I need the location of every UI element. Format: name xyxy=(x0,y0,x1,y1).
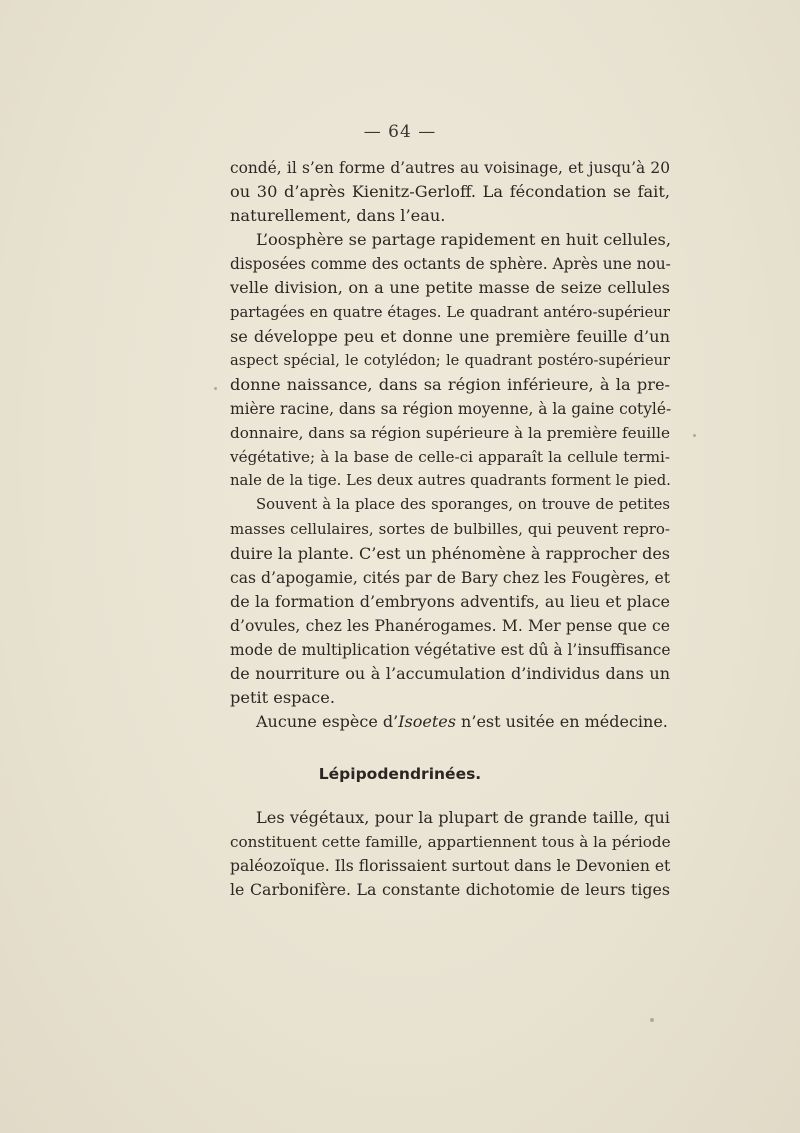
text-line: se développe peu et donne une première feuille d’un xyxy=(230,326,670,346)
text-line: disposées comme des octants de sphère. Après une nou- xyxy=(230,255,671,274)
text-line: paléozoïque. Ils florissaient surtout dans le Devonien et xyxy=(230,857,671,876)
text-line: velle division, on a une petite masse de seize cellules xyxy=(230,278,670,298)
text-line: cas d’apogamie, cités par de Bary chez les Fougères, et xyxy=(230,568,670,587)
paper-speck xyxy=(214,387,217,390)
text-line: de nourriture ou à l’accumulation d’individus dans un xyxy=(230,663,670,683)
text-line: donnaire, dans sa région supérieure à la première feuille xyxy=(230,424,670,443)
text-line: partagées en quatre étages. Le quadrant antéro-supérieur xyxy=(230,303,670,321)
text-line: le Carbonifère. La constante dichotomie de leurs tiges xyxy=(230,880,670,900)
text-line: Souvent à la place des sporanges, on trouve de petites xyxy=(256,496,670,514)
text-block-top xyxy=(230,156,670,734)
text-line: naturellement, dans l’eau. xyxy=(230,206,446,226)
text-line: aspect spécial, le cotylédon; le quadrant postéro-supérieur xyxy=(230,351,670,369)
text-line: masses cellulaires, sortes de bulbilles, qui peuvent repro- xyxy=(230,520,670,539)
text-line: de la formation d’embryons adventifs, au lieu et place xyxy=(230,591,670,611)
text-line: Les végétaux, pour la plupart de grande taille, qui xyxy=(256,808,670,827)
text-line: mode de multiplication végétative est dû à l’insuffisance xyxy=(230,640,671,659)
text-line: d’ovules, chez les Phanérogames. M. Mer pense que ce xyxy=(230,616,670,635)
paragraph xyxy=(230,806,670,902)
paragraph xyxy=(230,228,670,493)
page-number: — 64 — xyxy=(363,122,437,142)
section-heading: Lépipodendrinées. xyxy=(318,765,482,783)
text-line xyxy=(230,710,670,734)
text-line: nale de la tige. Les deux autres quadrants forment le pied. xyxy=(230,472,671,490)
text-fragment: Aucune espèce d’ xyxy=(256,712,399,732)
text-line: ou 30 d’après Kienitz-Gerloff. La fécondation se fait, xyxy=(230,182,670,202)
text-line: condé, il s’en forme d’autres au voisinage, et jusqu’à 20 xyxy=(230,159,670,177)
text-line: donne naissance, dans sa région inférieure, à la pre- xyxy=(230,374,670,394)
text-line: L’oosphère se partage rapidement en huit cellules, xyxy=(256,230,672,250)
text-line: duire la plante. C’est un phénomène à rapprocher des xyxy=(230,543,670,563)
text-line: mière racine, dans sa région moyenne, à la gaine cotylé- xyxy=(230,399,672,418)
genus-name-italic: Isoetes xyxy=(398,712,456,732)
paragraph xyxy=(230,710,670,734)
text-fragment: n’est usitée en médecine. xyxy=(455,712,668,732)
text-block-bottom xyxy=(230,806,670,902)
text-line: petit espace. xyxy=(230,688,335,708)
paper-speck xyxy=(650,1018,654,1022)
text-line: végétative; à la base de celle-ci apparaît la cellule termi- xyxy=(230,448,670,467)
paragraph xyxy=(230,493,670,710)
text-line: constituent cette famille, appartiennent tous à la période xyxy=(230,833,671,852)
paragraph xyxy=(230,156,670,228)
paper-speck xyxy=(693,434,696,437)
